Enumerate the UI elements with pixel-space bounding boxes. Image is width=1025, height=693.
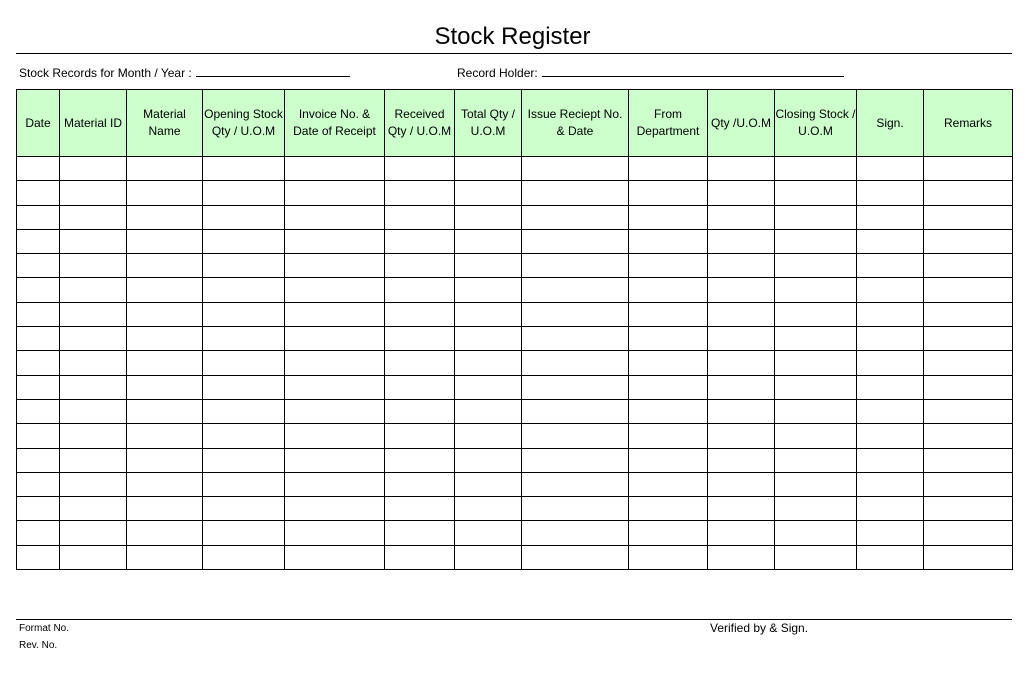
table-cell[interactable]	[708, 278, 775, 302]
table-cell[interactable]	[708, 254, 775, 278]
table-cell[interactable]	[127, 399, 203, 423]
table-cell[interactable]	[17, 229, 60, 253]
table-cell[interactable]	[455, 205, 522, 229]
table-cell[interactable]	[522, 497, 629, 521]
table-cell[interactable]	[285, 205, 385, 229]
table-cell[interactable]	[203, 327, 285, 351]
table-row	[17, 448, 1013, 472]
table-row	[17, 521, 1013, 545]
table-cell[interactable]	[60, 229, 127, 253]
table-cell[interactable]	[629, 351, 708, 375]
col-date-header: Date	[17, 90, 60, 157]
table-cell[interactable]	[385, 545, 455, 569]
col-sign-header: Sign.	[857, 90, 924, 157]
table-cell[interactable]	[857, 229, 924, 253]
table-cell[interactable]	[857, 327, 924, 351]
table-cell[interactable]	[385, 157, 455, 181]
table-cell[interactable]	[522, 229, 629, 253]
table-cell[interactable]	[17, 448, 60, 472]
table-cell[interactable]	[60, 497, 127, 521]
table-cell[interactable]	[17, 327, 60, 351]
table-cell[interactable]	[455, 424, 522, 448]
stock-register-table	[16, 89, 1013, 570]
table-cell[interactable]	[708, 375, 775, 399]
table-cell[interactable]	[708, 472, 775, 496]
table-row	[17, 545, 1013, 569]
month-year-label: Stock Records for Month / Year :	[19, 66, 192, 80]
table-cell[interactable]	[924, 254, 1013, 278]
table-cell[interactable]	[127, 521, 203, 545]
table-cell[interactable]	[522, 157, 629, 181]
table-cell[interactable]	[775, 157, 857, 181]
table-cell[interactable]	[385, 375, 455, 399]
table-cell[interactable]	[17, 399, 60, 423]
table-cell[interactable]	[629, 472, 708, 496]
table-cell[interactable]	[60, 157, 127, 181]
table-cell[interactable]	[522, 351, 629, 375]
table-cell[interactable]	[708, 424, 775, 448]
table-cell[interactable]	[455, 545, 522, 569]
table-cell[interactable]	[455, 302, 522, 326]
month-year-blank[interactable]	[196, 64, 350, 77]
table-cell[interactable]	[385, 278, 455, 302]
table-cell[interactable]	[857, 351, 924, 375]
table-cell[interactable]	[285, 375, 385, 399]
table-cell[interactable]	[60, 181, 127, 205]
table-cell[interactable]	[924, 521, 1013, 545]
table-cell[interactable]	[203, 399, 285, 423]
table-cell[interactable]	[857, 254, 924, 278]
table-cell[interactable]	[285, 278, 385, 302]
col-received-qty-header: Received Qty / U.O.M	[385, 90, 455, 157]
table-cell[interactable]	[775, 254, 857, 278]
table-cell[interactable]	[385, 448, 455, 472]
table-cell[interactable]	[857, 545, 924, 569]
table-cell[interactable]	[285, 229, 385, 253]
table-cell[interactable]	[127, 205, 203, 229]
table-cell[interactable]	[285, 254, 385, 278]
table-cell[interactable]	[629, 399, 708, 423]
table-cell[interactable]	[708, 448, 775, 472]
table-cell[interactable]	[285, 157, 385, 181]
table-cell[interactable]	[455, 181, 522, 205]
table-cell[interactable]	[203, 254, 285, 278]
table-cell[interactable]	[522, 448, 629, 472]
table-cell[interactable]	[775, 448, 857, 472]
table-row	[17, 181, 1013, 205]
table-cell[interactable]	[455, 448, 522, 472]
table-cell[interactable]	[775, 521, 857, 545]
table-cell[interactable]	[629, 545, 708, 569]
table-cell[interactable]	[522, 181, 629, 205]
table-cell[interactable]	[203, 424, 285, 448]
table-cell[interactable]	[17, 278, 60, 302]
table-cell[interactable]	[924, 375, 1013, 399]
table-cell[interactable]	[127, 351, 203, 375]
table-cell[interactable]	[17, 302, 60, 326]
table-cell[interactable]	[60, 327, 127, 351]
table-cell[interactable]	[60, 521, 127, 545]
table-cell[interactable]	[522, 545, 629, 569]
table-cell[interactable]	[385, 351, 455, 375]
table-cell[interactable]	[629, 521, 708, 545]
table-cell[interactable]	[60, 375, 127, 399]
table-row	[17, 278, 1013, 302]
table-cell[interactable]	[708, 399, 775, 423]
table-cell[interactable]	[385, 205, 455, 229]
table-cell[interactable]	[708, 229, 775, 253]
table-cell[interactable]	[924, 545, 1013, 569]
table-cell[interactable]	[924, 278, 1013, 302]
table-cell[interactable]	[285, 521, 385, 545]
col-total-qty-header: Total Qty / U.O.M	[455, 90, 522, 157]
table-cell[interactable]	[455, 254, 522, 278]
table-cell[interactable]	[203, 545, 285, 569]
footer-divider	[16, 619, 1012, 620]
table-row	[17, 157, 1013, 181]
table-cell[interactable]	[385, 302, 455, 326]
table-cell[interactable]	[629, 229, 708, 253]
table-row	[17, 375, 1013, 399]
table-row	[17, 229, 1013, 253]
table-cell[interactable]	[857, 497, 924, 521]
table-cell[interactable]	[385, 327, 455, 351]
record-holder-blank[interactable]	[542, 64, 844, 77]
col-from-department-header: From Department	[629, 90, 708, 157]
table-row	[17, 302, 1013, 326]
table-cell[interactable]	[127, 229, 203, 253]
table-cell[interactable]	[203, 302, 285, 326]
table-cell[interactable]	[708, 327, 775, 351]
table-cell[interactable]	[127, 497, 203, 521]
table-cell[interactable]	[775, 399, 857, 423]
record-holder-label: Record Holder:	[457, 66, 538, 80]
table-cell[interactable]	[455, 497, 522, 521]
table-cell[interactable]	[127, 375, 203, 399]
table-cell[interactable]	[127, 424, 203, 448]
table-cell[interactable]	[522, 424, 629, 448]
table-cell[interactable]	[385, 399, 455, 423]
table-cell[interactable]	[455, 327, 522, 351]
title-divider	[16, 53, 1012, 54]
table-cell[interactable]	[522, 205, 629, 229]
table-cell[interactable]	[924, 448, 1013, 472]
table-cell[interactable]	[285, 497, 385, 521]
table-cell[interactable]	[17, 497, 60, 521]
table-cell[interactable]	[629, 327, 708, 351]
table-cell[interactable]	[385, 229, 455, 253]
table-cell[interactable]	[924, 157, 1013, 181]
table-cell[interactable]	[203, 278, 285, 302]
table-cell[interactable]	[455, 375, 522, 399]
table-cell[interactable]	[924, 327, 1013, 351]
table-cell[interactable]	[285, 302, 385, 326]
table-cell[interactable]	[629, 497, 708, 521]
table-cell[interactable]	[455, 472, 522, 496]
table-cell[interactable]	[522, 521, 629, 545]
table-cell[interactable]	[455, 229, 522, 253]
table-cell[interactable]	[203, 205, 285, 229]
table-cell[interactable]	[522, 399, 629, 423]
table-cell[interactable]	[17, 521, 60, 545]
rev-no-label: Rev. No.	[19, 640, 58, 651]
table-cell[interactable]	[203, 521, 285, 545]
table-row	[17, 327, 1013, 351]
month-year-field	[19, 64, 350, 81]
table-cell[interactable]	[708, 545, 775, 569]
table-cell[interactable]	[522, 327, 629, 351]
table-cell[interactable]	[629, 302, 708, 326]
col-issue-receipt-header: Issue Reciept No. & Date	[522, 90, 629, 157]
table-cell[interactable]	[924, 424, 1013, 448]
table-cell[interactable]	[17, 205, 60, 229]
table-cell[interactable]	[857, 424, 924, 448]
table-cell[interactable]	[924, 205, 1013, 229]
table-cell[interactable]	[857, 521, 924, 545]
table-cell[interactable]	[775, 351, 857, 375]
table-cell[interactable]	[60, 351, 127, 375]
table-cell[interactable]	[203, 157, 285, 181]
table-cell[interactable]	[775, 545, 857, 569]
format-no-label: Format No.	[19, 623, 70, 634]
table-cell[interactable]	[629, 157, 708, 181]
table-cell[interactable]	[385, 254, 455, 278]
table-cell[interactable]	[60, 254, 127, 278]
table-cell[interactable]	[629, 205, 708, 229]
table-cell[interactable]	[17, 424, 60, 448]
table-cell[interactable]	[775, 205, 857, 229]
table-cell[interactable]	[203, 472, 285, 496]
table-cell[interactable]	[385, 521, 455, 545]
table-cell[interactable]	[629, 278, 708, 302]
table-cell[interactable]	[60, 205, 127, 229]
table-cell[interactable]	[203, 181, 285, 205]
table-cell[interactable]	[385, 424, 455, 448]
table-cell[interactable]	[775, 497, 857, 521]
table-cell[interactable]	[857, 278, 924, 302]
table-cell[interactable]	[285, 351, 385, 375]
table-cell[interactable]	[17, 181, 60, 205]
table-cell[interactable]	[775, 229, 857, 253]
table-cell[interactable]	[857, 181, 924, 205]
table-cell[interactable]	[924, 229, 1013, 253]
table-cell[interactable]	[385, 181, 455, 205]
record-holder-field	[457, 64, 844, 81]
table-cell[interactable]	[455, 521, 522, 545]
table-cell[interactable]	[385, 472, 455, 496]
table-cell[interactable]	[285, 327, 385, 351]
table-cell[interactable]	[127, 448, 203, 472]
table-cell[interactable]	[127, 181, 203, 205]
table-row	[17, 497, 1013, 521]
table-cell[interactable]	[285, 472, 385, 496]
table-cell[interactable]	[127, 278, 203, 302]
table-cell[interactable]	[708, 521, 775, 545]
table-cell[interactable]	[455, 278, 522, 302]
table-cell[interactable]	[857, 205, 924, 229]
table-cell[interactable]	[924, 399, 1013, 423]
table-cell[interactable]	[127, 157, 203, 181]
table-row	[17, 399, 1013, 423]
table-cell[interactable]	[127, 545, 203, 569]
table-row	[17, 254, 1013, 278]
table-cell[interactable]	[127, 472, 203, 496]
table-cell[interactable]	[285, 399, 385, 423]
table-cell[interactable]	[924, 181, 1013, 205]
table-cell[interactable]	[285, 424, 385, 448]
table-cell[interactable]	[629, 448, 708, 472]
table-cell[interactable]	[455, 399, 522, 423]
col-material-id-header: Material ID	[60, 90, 127, 157]
table-cell[interactable]	[857, 399, 924, 423]
col-qty-header: Qty /U.O.M	[708, 90, 775, 157]
table-row	[17, 472, 1013, 496]
table-cell[interactable]	[127, 302, 203, 326]
table-cell[interactable]	[17, 375, 60, 399]
table-cell[interactable]	[203, 351, 285, 375]
table-cell[interactable]	[522, 278, 629, 302]
table-cell[interactable]	[17, 351, 60, 375]
table-cell[interactable]	[203, 375, 285, 399]
table-cell[interactable]	[455, 351, 522, 375]
table-cell[interactable]	[522, 254, 629, 278]
table-cell[interactable]	[522, 472, 629, 496]
table-cell[interactable]	[385, 497, 455, 521]
table-cell[interactable]	[60, 302, 127, 326]
table-cell[interactable]	[60, 448, 127, 472]
table-cell[interactable]	[708, 302, 775, 326]
table-cell[interactable]	[924, 472, 1013, 496]
table-cell[interactable]	[629, 375, 708, 399]
table-cell[interactable]	[857, 448, 924, 472]
table-cell[interactable]	[203, 229, 285, 253]
table-cell[interactable]	[60, 399, 127, 423]
table-cell[interactable]	[857, 302, 924, 326]
table-cell[interactable]	[203, 497, 285, 521]
table-cell[interactable]	[17, 472, 60, 496]
col-remarks-header: Remarks	[924, 90, 1013, 157]
col-closing-stock-header: Closing Stock / U.O.M	[775, 90, 857, 157]
table-cell[interactable]	[17, 545, 60, 569]
table-cell[interactable]	[775, 327, 857, 351]
table-row	[17, 424, 1013, 448]
table-cell[interactable]	[455, 157, 522, 181]
table-cell[interactable]	[708, 351, 775, 375]
col-material-name-header: Material Name	[127, 90, 203, 157]
table-cell[interactable]	[203, 448, 285, 472]
table-cell[interactable]	[629, 254, 708, 278]
table-cell[interactable]	[285, 545, 385, 569]
table-cell[interactable]	[857, 157, 924, 181]
table-cell[interactable]	[522, 302, 629, 326]
table-cell[interactable]	[629, 424, 708, 448]
table-cell[interactable]	[708, 157, 775, 181]
header-row	[17, 90, 1013, 157]
table-cell[interactable]	[924, 497, 1013, 521]
table-cell[interactable]	[60, 278, 127, 302]
table-cell[interactable]	[775, 424, 857, 448]
col-invoice-header: Invoice No. & Date of Receipt	[285, 90, 385, 157]
table-cell[interactable]	[708, 181, 775, 205]
table-cell[interactable]	[127, 254, 203, 278]
table-cell[interactable]	[924, 302, 1013, 326]
register-body	[17, 157, 1013, 570]
table-cell[interactable]	[775, 472, 857, 496]
table-cell[interactable]	[629, 181, 708, 205]
table-cell[interactable]	[60, 424, 127, 448]
table-cell[interactable]	[708, 205, 775, 229]
table-cell[interactable]	[775, 302, 857, 326]
table-cell[interactable]	[708, 497, 775, 521]
col-opening-stock-header: Opening Stock Qty / U.O.M	[203, 90, 285, 157]
table-cell[interactable]	[775, 375, 857, 399]
table-row	[17, 205, 1013, 229]
table-cell[interactable]	[17, 254, 60, 278]
table-cell[interactable]	[857, 375, 924, 399]
table-row	[17, 351, 1013, 375]
table-cell[interactable]	[522, 375, 629, 399]
page-title: Stock Register	[434, 23, 591, 50]
verified-sign-label: Verified by & Sign.	[710, 621, 809, 635]
table-cell[interactable]	[60, 545, 127, 569]
table-cell[interactable]	[924, 351, 1013, 375]
table-cell[interactable]	[17, 157, 60, 181]
table-cell[interactable]	[775, 181, 857, 205]
table-cell[interactable]	[775, 278, 857, 302]
table-cell[interactable]	[857, 472, 924, 496]
table-cell[interactable]	[285, 181, 385, 205]
table-cell[interactable]	[60, 472, 127, 496]
table-cell[interactable]	[127, 327, 203, 351]
table-cell[interactable]	[285, 448, 385, 472]
